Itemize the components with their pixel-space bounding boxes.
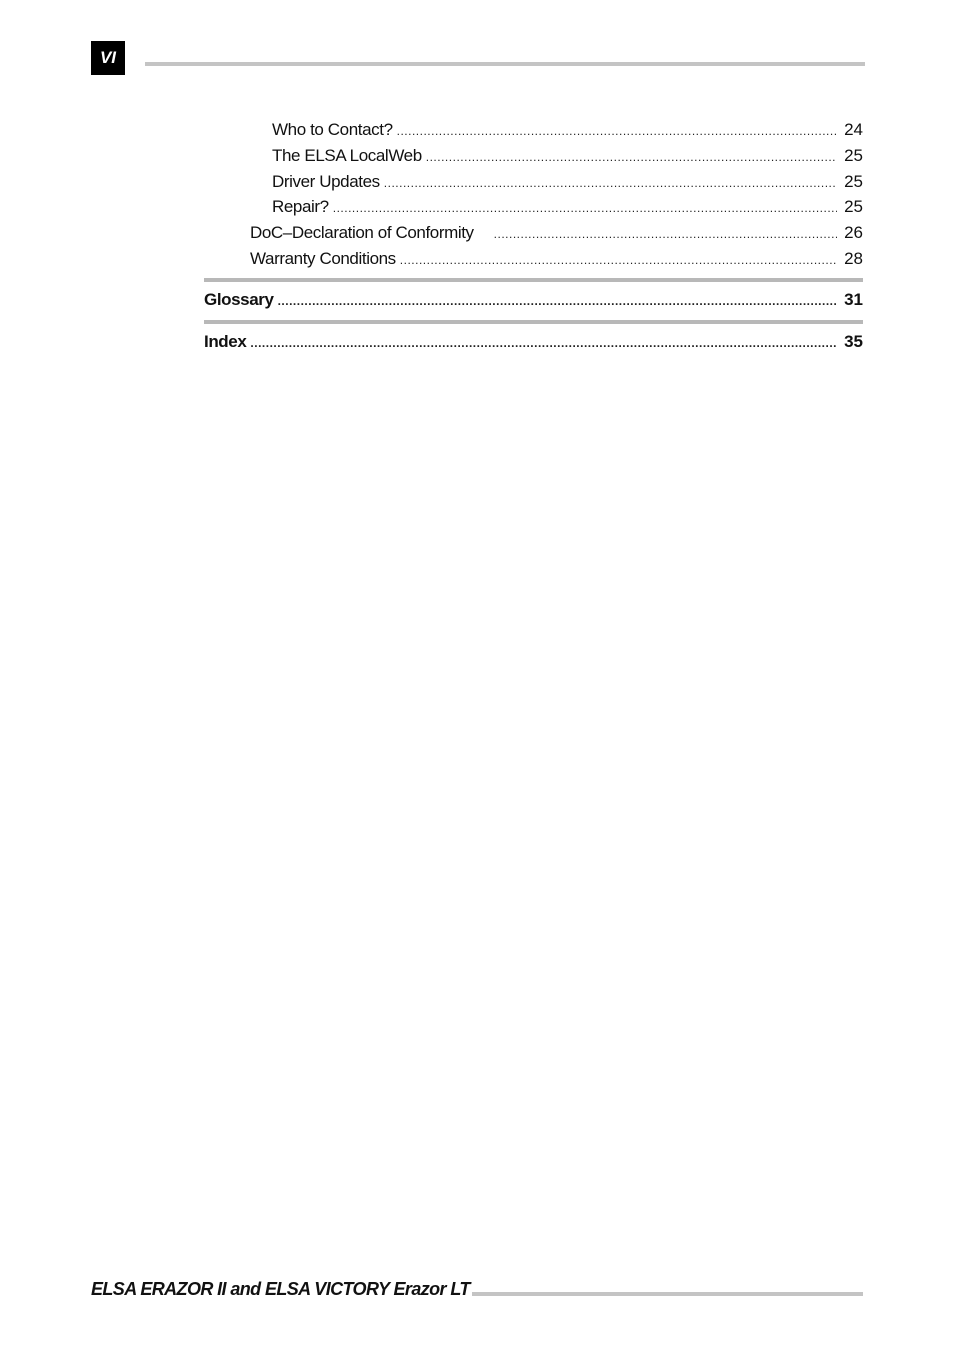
toc-entry-title: Driver Updates [272,172,380,191]
toc-entry-page: 25 [844,172,863,191]
toc-entry-page: 28 [844,249,863,268]
toc-entry-repair[interactable] [272,197,863,217]
toc-entry-title: DoC–Declaration of Conformity [250,223,474,242]
toc-leader-dots [333,201,837,215]
toc-leader-dots [426,150,837,164]
toc-entry-page: 31 [844,290,863,309]
toc-entry-title: Warranty Conditions [250,249,396,268]
toc-leader-dots [400,253,837,267]
toc-leader-dots [384,176,837,190]
toc-leader-dots [278,294,837,308]
page-number-badge: VI [91,41,125,75]
toc-entry-elsa-localweb[interactable] [272,146,863,166]
toc-entry-driver-updates[interactable] [272,172,863,192]
toc-entry-index[interactable] [204,332,863,352]
toc-entry-declaration-of-conformity[interactable] [250,223,863,243]
footer-title: ELSA ERAZOR II and ELSA VICTORY Erazor LT [91,1279,470,1299]
toc-entry-title: Repair? [272,197,329,216]
toc-entry-page: 25 [844,197,863,216]
toc-entry-who-to-contact[interactable] [272,120,863,140]
header-rule [145,62,865,66]
section-rule [204,320,863,324]
toc-entry-page: 35 [844,332,863,351]
toc-entry-page: 26 [844,223,863,242]
toc-entry-glossary[interactable] [204,290,863,310]
toc-entry-title: Glossary [204,290,274,309]
toc-entry-page: 25 [844,146,863,165]
toc-leader-dots [397,124,837,138]
toc-entry-warranty-conditions[interactable] [250,249,863,269]
toc-entry-page: 24 [844,120,863,139]
toc-entry-title: Index [204,332,247,351]
toc-entry-title: The ELSA LocalWeb [272,146,422,165]
toc-leader-dots [250,336,837,350]
toc-entry-title: Who to Contact? [272,120,393,139]
toc-leader-dots [494,227,837,241]
section-rule [204,278,863,282]
